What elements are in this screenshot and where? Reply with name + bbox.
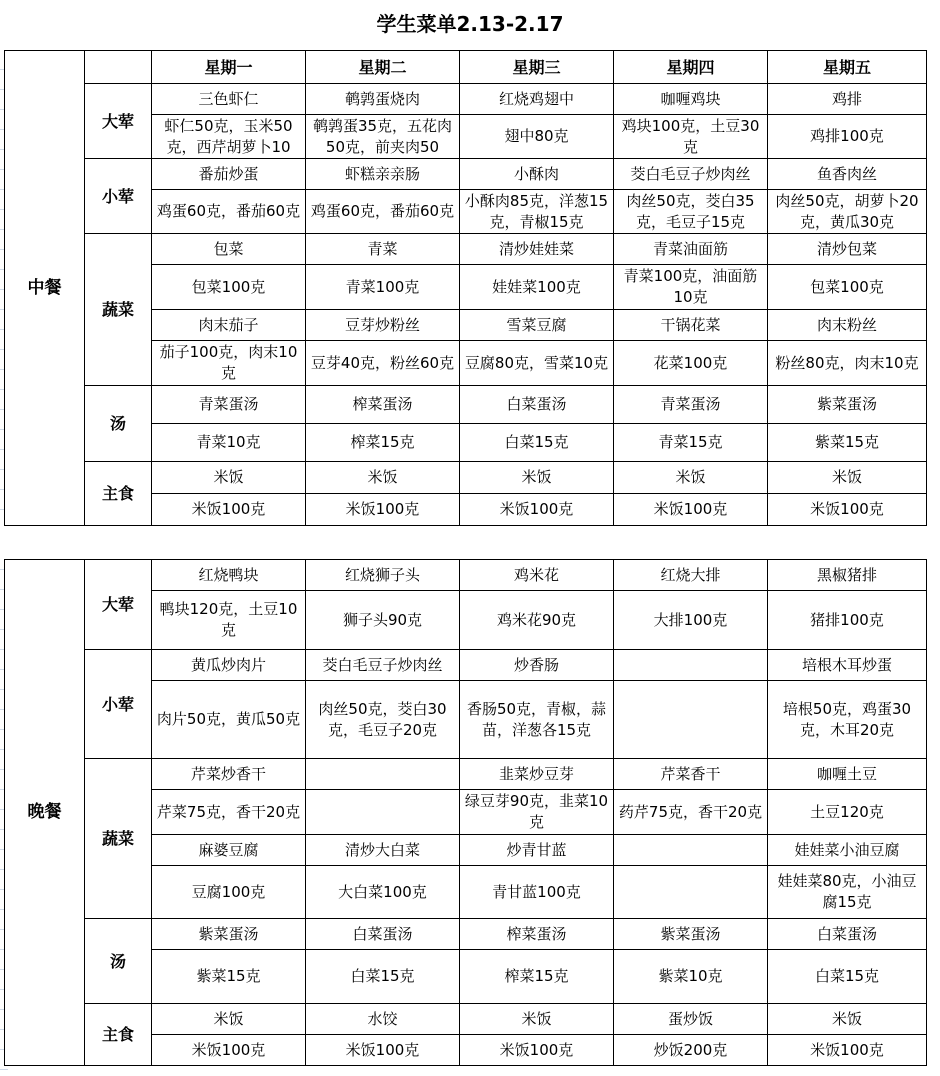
menu-cell	[614, 462, 768, 494]
cell-text: 白菜蛋汤	[506, 395, 567, 413]
cell-text: 鸡排100克	[810, 127, 884, 145]
cell-text: 主食	[101, 1025, 134, 1044]
cell-text: 黄瓜炒肉片	[190, 655, 266, 674]
cell-text: 虾仁50克，玉米50克，西芹胡萝卜10	[164, 116, 293, 156]
menu-cell	[306, 84, 460, 115]
menu-cell	[152, 424, 306, 462]
cell-text: 米饭	[831, 1009, 862, 1028]
cell-text: 米饭	[521, 468, 552, 486]
cell-text: 肉丝50克，茭白35克，毛豆子15克	[626, 191, 755, 231]
category-label	[85, 159, 152, 234]
category-label	[85, 84, 152, 159]
menu-cell	[152, 159, 306, 190]
page-title: 学生菜单2.13-2.17	[376, 12, 564, 36]
menu-cell	[306, 494, 460, 526]
menu-cell	[460, 1035, 614, 1066]
menu-cell	[152, 234, 306, 265]
day-header	[460, 51, 614, 84]
cell-text: 粉丝80克，肉末10克	[775, 353, 919, 372]
cell-text: 白菜15克	[814, 967, 880, 985]
cell-text: 榨菜蛋汤	[352, 395, 413, 413]
menu-cell	[768, 159, 927, 190]
menu-cell	[614, 759, 768, 790]
cell-text: 主食	[101, 484, 134, 503]
menu-cell	[306, 560, 460, 591]
menu-cell	[460, 265, 614, 310]
cell-text: 紫菜10克	[658, 967, 723, 985]
cell-text: 米饭	[831, 468, 862, 486]
cell-text: 水饺	[367, 1009, 398, 1028]
cell-text: 大白菜100克	[338, 882, 427, 901]
menu-cell	[152, 494, 306, 526]
menu-cell	[306, 1035, 460, 1066]
menu-cell	[768, 1035, 927, 1066]
dinner-menu-table	[4, 559, 927, 1066]
menu-cell	[768, 560, 927, 591]
cell-text: 清炒大白菜	[344, 840, 420, 859]
cell-text: 米饭100克	[191, 1040, 266, 1059]
menu-cell	[460, 650, 614, 681]
menu-row	[5, 919, 927, 950]
cell-text: 米饭	[521, 1009, 552, 1028]
menu-cell	[152, 462, 306, 494]
menu-cell	[306, 1004, 460, 1035]
menu-cell	[306, 424, 460, 462]
menu-cell	[768, 234, 927, 265]
cell-text: 娃娃菜100克	[492, 277, 581, 296]
menu-cell	[614, 190, 768, 234]
menu-cell	[614, 919, 768, 950]
menu-cell	[306, 462, 460, 494]
menu-cell	[614, 234, 768, 265]
menu-cell	[614, 265, 768, 310]
cell-text: 米饭100克	[810, 1040, 884, 1059]
menu-cell	[768, 310, 927, 341]
cell-text: 中餐	[27, 277, 62, 298]
menu-cell	[152, 591, 306, 650]
menu-cell	[460, 115, 614, 159]
menu-row	[5, 386, 927, 424]
cell-text: 米饭	[675, 468, 706, 486]
menu-cell	[614, 386, 768, 424]
cell-text: 大荤	[101, 595, 134, 614]
menu-cell	[460, 234, 614, 265]
cell-text: 青菜100克，油面筋10克	[623, 267, 758, 306]
menu-row	[5, 234, 927, 265]
menu-cell	[614, 84, 768, 115]
cell-text: 星期三	[512, 57, 561, 77]
menu-cell	[306, 386, 460, 424]
menu-cell	[306, 190, 460, 234]
cell-text: 咖喱鸡块	[660, 89, 721, 108]
cell-text: 青菜	[367, 239, 398, 258]
cell-text: 虾糕亲亲肠	[344, 164, 420, 183]
menu-cell	[614, 681, 768, 759]
menu-cell	[768, 1004, 927, 1035]
cell-text: 土豆120克	[810, 802, 884, 821]
cell-text: 青菜100克	[345, 277, 420, 296]
category-label	[85, 650, 152, 759]
cell-text: 鸡米花	[513, 565, 559, 584]
header-row	[5, 51, 927, 84]
menu-cell	[460, 159, 614, 190]
menu-cell	[614, 560, 768, 591]
cell-text: 三色虾仁	[198, 89, 259, 108]
cell-text: 榨菜蛋汤	[506, 924, 567, 943]
cell-text: 星期四	[666, 57, 715, 77]
menu-row	[5, 159, 927, 190]
category-label	[85, 560, 152, 650]
cell-text: 米饭100克	[499, 1040, 574, 1059]
cell-text: 药芹75克，香干20克	[618, 802, 763, 821]
menu-cell	[460, 424, 614, 462]
menu-cell	[614, 1035, 768, 1066]
cell-text: 鸡蛋60克，番茄60克	[156, 202, 301, 220]
menu-cell	[768, 681, 927, 759]
menu-cell	[614, 1004, 768, 1035]
cell-text: 晚餐	[27, 802, 62, 822]
menu-cell	[152, 84, 306, 115]
cell-text: 肉末茄子	[198, 315, 259, 334]
menu-cell	[768, 866, 927, 919]
menu-cell	[152, 1035, 306, 1066]
day-header	[152, 51, 306, 84]
menu-cell	[152, 115, 306, 159]
cell-text: 大排100克	[653, 610, 728, 629]
cell-text: 青菜10克	[196, 433, 261, 451]
cell-text: 包菜	[213, 239, 244, 258]
cell-text: 星期一	[204, 57, 253, 77]
cell-text: 娃娃菜小油豆腐	[794, 840, 900, 859]
menu-cell	[460, 835, 614, 866]
menu-cell	[306, 341, 460, 386]
menu-cell	[152, 560, 306, 591]
cell-text: 小荤	[101, 694, 134, 714]
cell-text: 豆腐100克	[191, 882, 266, 901]
cell-text: 培根50克，鸡蛋30克，木耳20克	[782, 699, 912, 739]
menu-cell	[460, 494, 614, 526]
cell-text: 肉片50克，黄瓜50克	[156, 710, 301, 728]
menu-cell	[152, 310, 306, 341]
cell-text: 米饭100克	[499, 500, 574, 518]
menu-cell	[306, 159, 460, 190]
cell-text: 雪菜豆腐	[506, 315, 567, 334]
menu-cell	[614, 115, 768, 159]
cell-text: 米饭	[213, 1009, 244, 1028]
menu-cell	[768, 115, 927, 159]
cell-text: 白菜15克	[504, 433, 569, 451]
menu-cell	[614, 835, 768, 866]
menu-cell	[152, 950, 306, 1004]
cell-text: 豆芽40克，粉丝60克	[310, 353, 455, 372]
menu-cell	[460, 866, 614, 919]
cell-text: 大荤	[101, 111, 134, 131]
menu-cell	[768, 919, 927, 950]
menu-cell	[614, 790, 768, 835]
category-label	[85, 462, 152, 526]
cell-text: 蛋炒饭	[667, 1009, 713, 1028]
cell-text: 星期五	[822, 57, 871, 77]
cell-text: 鹌鹑蛋35克，五花肉50克，前夹肉50	[312, 116, 453, 156]
cell-text: 豆芽炒粉丝	[344, 315, 420, 334]
cell-text: 芹菜香干	[660, 764, 721, 783]
cell-text: 鸡块100克，土豆30克	[621, 116, 760, 156]
menu-cell	[614, 310, 768, 341]
menu-cell	[306, 234, 460, 265]
menu-cell	[306, 650, 460, 681]
menu-cell	[768, 190, 927, 234]
category-label	[85, 234, 152, 386]
cell-text: 小酥肉85克，洋葱15克，青椒15克	[464, 191, 609, 231]
menu-cell	[614, 591, 768, 650]
cell-text: 干锅花菜	[660, 315, 721, 334]
menu-cell	[460, 591, 614, 650]
cell-text: 韭菜炒豆芽	[498, 764, 574, 783]
menu-cell	[460, 190, 614, 234]
menu-cell	[152, 759, 306, 790]
menu-cell	[768, 462, 927, 494]
menu-cell	[152, 386, 306, 424]
cell-text: 炒青甘蓝	[506, 840, 567, 859]
menu-cell	[152, 919, 306, 950]
cell-text: 绿豆芽90克，韭菜10克	[464, 792, 609, 831]
cell-text: 鸡排	[831, 89, 862, 108]
menu-cell	[306, 591, 460, 650]
cell-text: 米饭100克	[345, 1040, 420, 1059]
menu-cell	[306, 790, 460, 835]
menu-cell	[152, 835, 306, 866]
menu-cell	[460, 759, 614, 790]
cell-text: 红烧鸡翅中	[498, 89, 574, 108]
cell-text: 紫菜蛋汤	[816, 395, 877, 413]
cell-text: 包菜100克	[191, 277, 266, 296]
cell-text: 白菜蛋汤	[352, 924, 413, 943]
cell-text: 翅中80克	[504, 127, 569, 145]
cell-text: 炒饭200克	[653, 1040, 728, 1059]
cell-text: 青菜蛋汤	[198, 395, 259, 413]
title-bar	[0, 0, 940, 50]
cell-text: 小荤	[101, 186, 134, 206]
menu-cell	[306, 866, 460, 919]
cell-text: 红烧大排	[660, 565, 721, 584]
menu-cell	[306, 310, 460, 341]
cell-text: 青菜15克	[658, 433, 723, 451]
category-label	[85, 759, 152, 919]
menu-cell	[460, 790, 614, 835]
meal-label	[5, 560, 85, 1066]
menu-cell	[614, 950, 768, 1004]
menu-cell	[768, 950, 927, 1004]
category-label	[85, 919, 152, 1004]
cell-text: 狮子头90克	[342, 610, 423, 629]
menu-cell	[768, 424, 927, 462]
cell-text: 茄子100克，肉末10克	[159, 343, 298, 382]
cell-text: 麻婆豆腐	[198, 840, 259, 859]
cell-text: 肉末粉丝	[816, 315, 877, 334]
cell-text: 番茄炒蛋	[198, 164, 259, 183]
cell-text: 黑椒猪排	[816, 565, 877, 584]
menu-cell	[306, 265, 460, 310]
menu-cell	[152, 790, 306, 835]
cell-text: 青菜蛋汤	[660, 395, 721, 413]
menu-cell	[152, 681, 306, 759]
menu-cell	[306, 681, 460, 759]
day-header	[614, 51, 768, 84]
menu-cell	[768, 494, 927, 526]
menu-cell	[460, 341, 614, 386]
menu-cell	[460, 310, 614, 341]
menu-cell	[306, 950, 460, 1004]
day-header	[768, 51, 927, 84]
menu-cell	[460, 919, 614, 950]
menu-cell	[768, 759, 927, 790]
cell-text: 咖喱土豆	[816, 764, 877, 783]
menu-cell	[152, 265, 306, 310]
cell-text: 娃娃菜80克，小油豆腐15克	[777, 872, 917, 911]
menu-cell	[614, 866, 768, 919]
cell-text: 红烧狮子头	[344, 565, 420, 584]
menu-cell	[768, 386, 927, 424]
cell-text: 花菜100克	[653, 353, 728, 372]
menu-cell	[460, 462, 614, 494]
cell-text: 汤	[109, 414, 126, 433]
menu-cell	[460, 560, 614, 591]
cell-text: 米饭100克	[653, 500, 728, 518]
menu-cell	[152, 650, 306, 681]
cell-text: 榨菜15克	[504, 967, 569, 985]
cell-text: 鸭块120克，土豆10克	[159, 600, 298, 639]
cell-text: 蔬菜	[101, 829, 134, 848]
cell-text: 肉丝50克，茭白30克，毛豆子20克	[318, 699, 447, 739]
cell-text: 蔬菜	[101, 300, 134, 319]
cell-text: 紫菜蛋汤	[198, 924, 259, 943]
cell-text: 茭白毛豆子炒肉丝	[630, 164, 751, 183]
cell-text: 猪排100克	[810, 610, 884, 629]
cell-text: 肉丝50克，胡萝卜20克，黄瓜30克	[775, 191, 919, 231]
table-gap	[0, 527, 940, 559]
cell-text: 芹菜炒香干	[190, 764, 266, 783]
menu-cell	[768, 591, 927, 650]
cell-text: 鱼香肉丝	[816, 164, 877, 183]
cell-text: 小酥肉	[513, 164, 559, 183]
menu-cell	[460, 950, 614, 1004]
cell-text: 炒香肠	[513, 655, 559, 674]
cell-text: 米饭	[213, 468, 244, 486]
menu-cell	[152, 1004, 306, 1035]
menu-cell	[768, 835, 927, 866]
menu-cell	[614, 650, 768, 681]
cell-text: 培根木耳炒蛋	[801, 655, 892, 674]
menu-row	[5, 462, 927, 494]
menu-cell	[614, 424, 768, 462]
menu-cell	[152, 866, 306, 919]
cell-text: 星期二	[358, 57, 407, 77]
menu-cell	[460, 84, 614, 115]
menu-cell	[768, 341, 927, 386]
menu-cell	[768, 84, 927, 115]
cell-text: 米饭100克	[345, 500, 420, 518]
menu-cell	[768, 790, 927, 835]
cell-text: 榨菜15克	[350, 433, 415, 451]
cell-text: 紫菜蛋汤	[660, 924, 721, 943]
cell-text: 茭白毛豆子炒肉丝	[322, 655, 443, 674]
menu-cell	[768, 650, 927, 681]
cell-text: 清炒娃娃菜	[498, 239, 574, 258]
menu-row	[5, 560, 927, 591]
menu-cell	[614, 494, 768, 526]
menu-row	[5, 1004, 927, 1035]
menu-cell	[460, 1004, 614, 1035]
menu-cell	[306, 115, 460, 159]
menu-row	[5, 650, 927, 681]
cell-text: 白菜蛋汤	[816, 924, 877, 943]
header-corner	[85, 51, 152, 84]
cell-text: 包菜100克	[810, 277, 884, 296]
menu-cell	[460, 681, 614, 759]
cell-text: 豆腐80克，雪菜10克	[464, 353, 609, 372]
menu-row	[5, 84, 927, 115]
menu-cell	[306, 919, 460, 950]
menu-cell	[152, 190, 306, 234]
menu-cell	[614, 341, 768, 386]
cell-text: 米饭	[367, 468, 398, 486]
cell-text: 白菜15克	[350, 967, 415, 985]
category-label	[85, 386, 152, 462]
lunch-menu-table	[4, 50, 927, 526]
cell-text: 青甘蓝100克	[492, 882, 581, 901]
cell-text: 米饭100克	[191, 500, 266, 518]
cell-text: 红烧鸭块	[198, 565, 259, 584]
meal-label	[5, 51, 85, 526]
category-label	[85, 1004, 152, 1066]
menu-cell	[460, 386, 614, 424]
menu-row	[5, 759, 927, 790]
menu-cell	[614, 159, 768, 190]
day-header	[306, 51, 460, 84]
cell-text: 汤	[109, 951, 126, 971]
cell-text: 芹菜75克，香干20克	[156, 802, 301, 821]
menu-cell	[306, 759, 460, 790]
cell-text: 鸡蛋60克，番茄60克	[310, 202, 455, 220]
cell-text: 青菜油面筋	[652, 239, 728, 258]
menu-cell	[152, 341, 306, 386]
cell-text: 紫菜15克	[814, 433, 880, 451]
cell-text: 香肠50克，青椒，蒜苗，洋葱各15克	[466, 699, 607, 739]
cell-text: 清炒包菜	[816, 239, 877, 258]
menu-cell	[306, 835, 460, 866]
menu-cell	[768, 265, 927, 310]
cell-text: 鸡米花90克	[496, 610, 577, 629]
cell-text: 鹌鹑蛋烧肉	[344, 89, 420, 108]
cell-text: 紫菜15克	[196, 967, 261, 985]
cell-text: 米饭100克	[810, 500, 884, 518]
